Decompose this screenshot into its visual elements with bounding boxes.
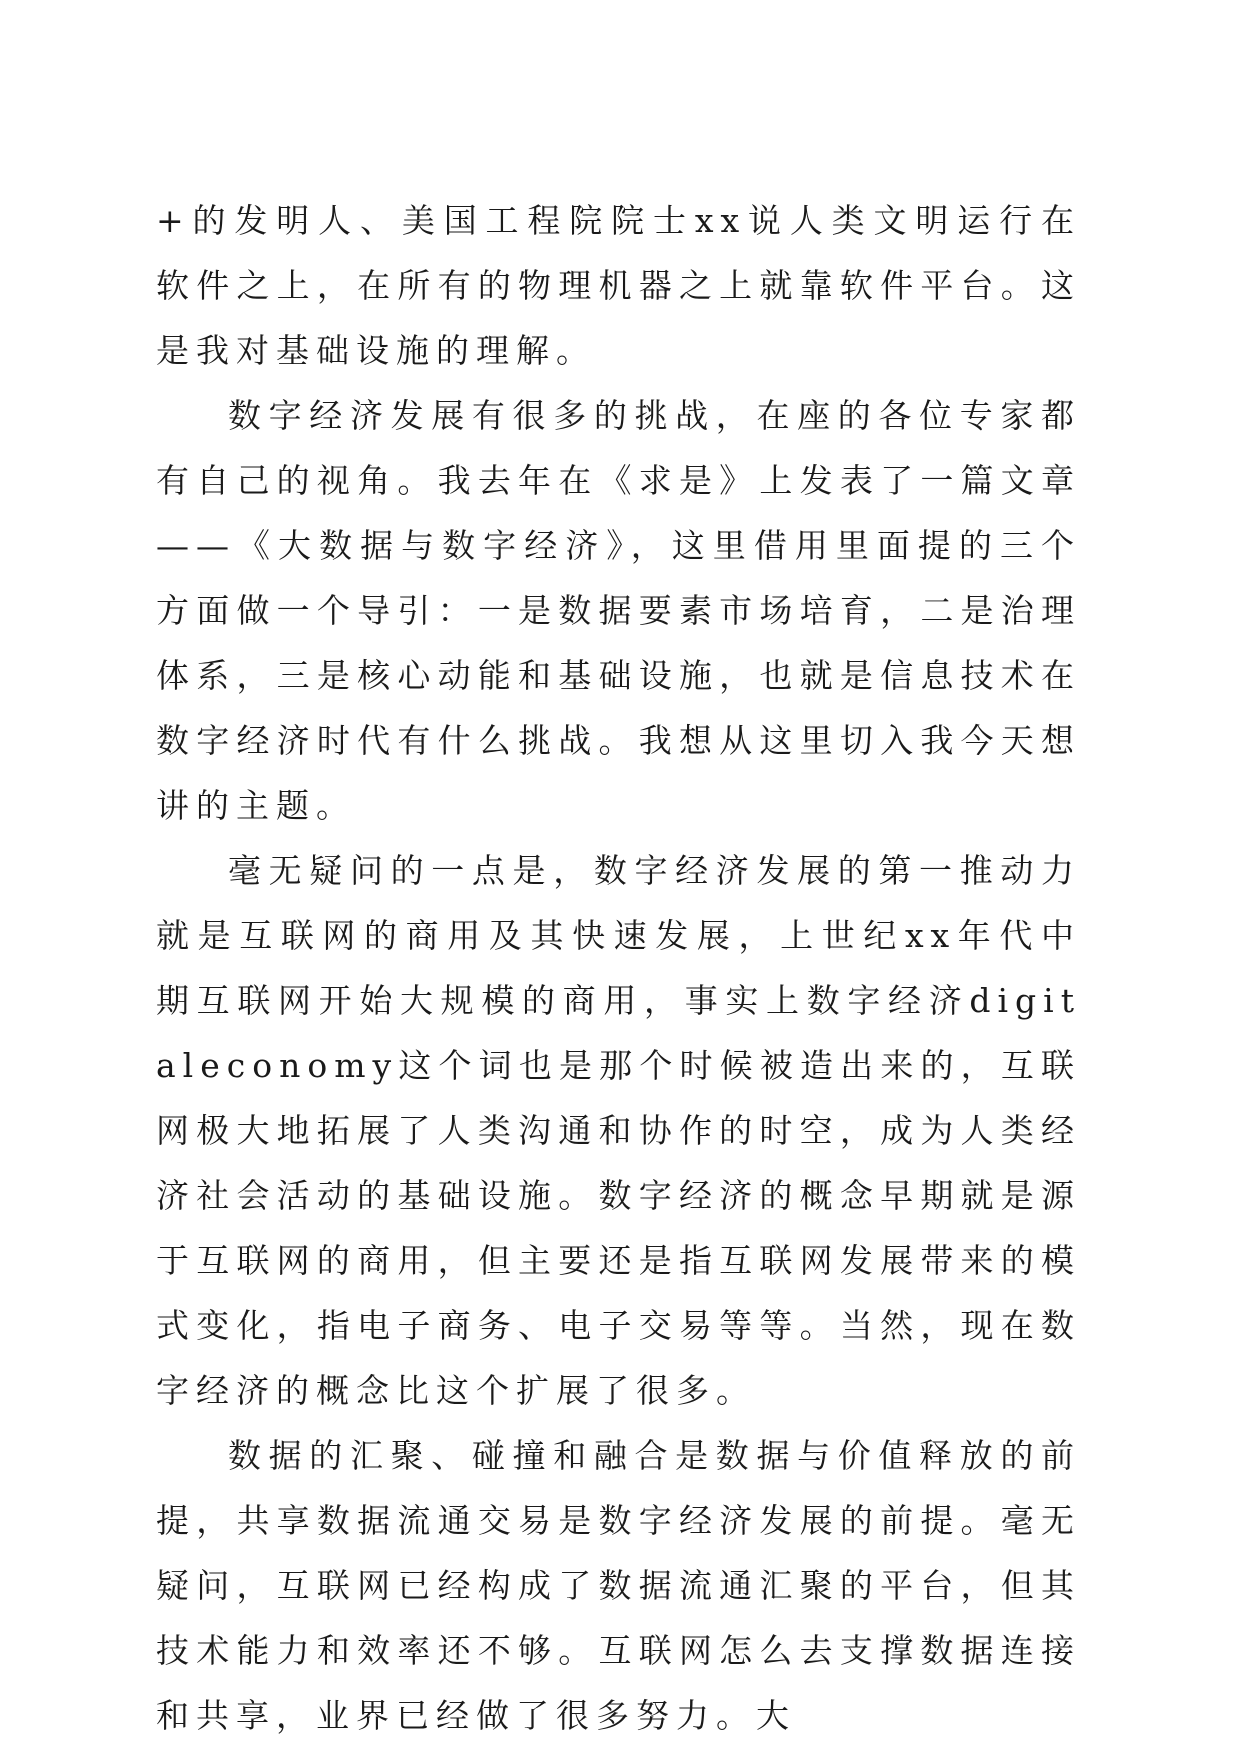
paragraph-1: +的发明人、美国工程院院士xx说人类文明运行在软件之上，在所有的物理机器之上就靠软件平台。这是我对基础设施的理解。 [156,201,1081,370]
paragraph-3: 毫无疑问的一点是，数字经济发展的第一推动力就是互联网的商用及其快速发展，上世纪xx年代中期互联网开始大规模的商用，事实上数字经济digitaleconomy这个词也是那个时候被造出来的，互联网极大地拓展了人类沟通和协作的时空，成为人类经济社会活动的基础设施。数字经济的概念早期就是源于互联网的商用，但主要还是指互联网发展带来的模式变化，指电子商务、电子交易等等。当然，现在数字经济的概念比这个扩展了很多。 [156,851,1081,1410]
paragraph-4: 数据的汇聚、碰撞和融合是数据与价值释放的前提，共享数据流通交易是数字经济发展的前提。毫无疑问，互联网已经构成了数据流通汇聚的平台，但其技术能力和效率还不够。互联网怎么去支撑数据连接和共享，业界已经做了很多努力。大 [156,1436,1081,1735]
paragraph-2: 数字经济发展有很多的挑战，在座的各位专家都有自己的视角。我去年在《求是》上发表了一篇文章——《大数据与数字经济》，这里借用里面提的三个方面做一个导引：一是数据要素市场培育，二是治理体系，三是核心动能和基础设施，也就是信息技术在数字经济时代有什么挑战。我想从这里切入我今天想讲的主题。 [156,396,1081,825]
document-body [156,188,1081,1748]
